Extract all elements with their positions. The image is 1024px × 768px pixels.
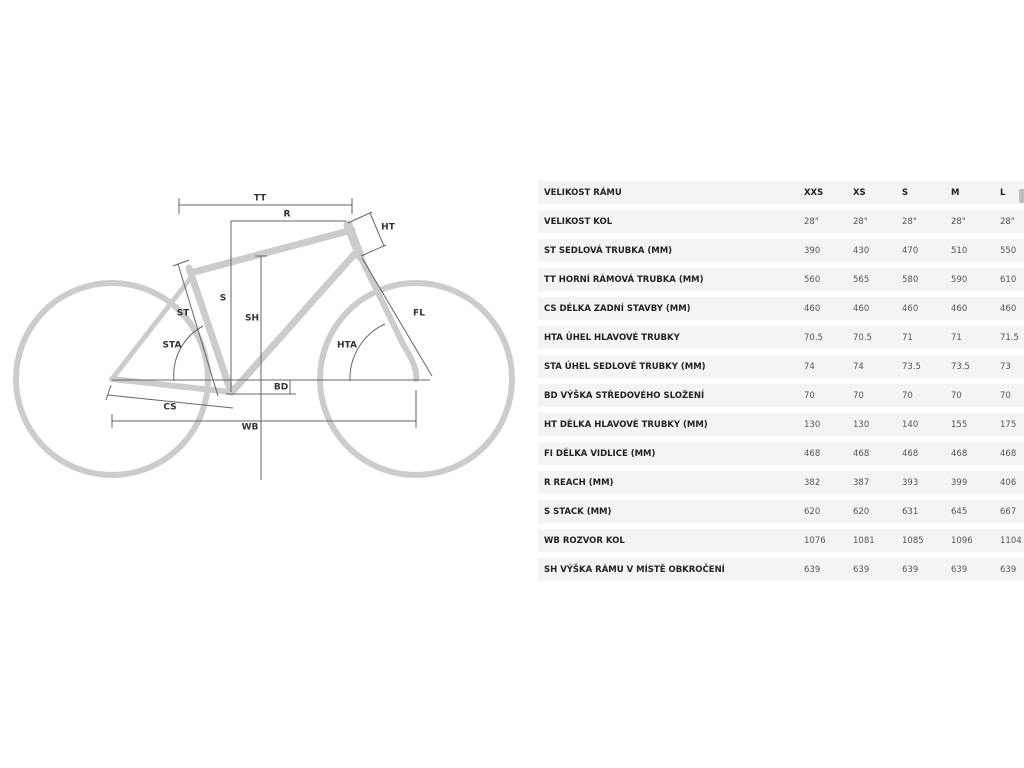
size-header-s: S bbox=[902, 187, 909, 198]
row-value: 71 bbox=[951, 332, 962, 343]
table-row bbox=[538, 384, 1024, 407]
table-row bbox=[538, 268, 1024, 291]
row-value: 130 bbox=[804, 419, 821, 430]
row-value: 639 bbox=[1000, 564, 1017, 575]
table-body bbox=[538, 210, 1024, 581]
table-row bbox=[538, 529, 1024, 552]
cs-extension-left bbox=[106, 385, 111, 400]
row-label: ST SEDLOVÁ TRUBKA (MM) bbox=[544, 245, 673, 256]
row-value: 70.5 bbox=[853, 332, 872, 343]
row-value: 430 bbox=[853, 245, 870, 256]
row-value: 610 bbox=[1000, 274, 1017, 285]
label-wb: WB bbox=[241, 422, 259, 433]
row-label: STA ÚHEL SEDLOVÉ TRUBKY (MM) bbox=[544, 361, 706, 372]
row-label: VELIKOST KOL bbox=[544, 216, 613, 227]
label-r: R bbox=[283, 209, 291, 220]
frame-size-header: VELIKOST RÁMU bbox=[544, 187, 622, 198]
size-header-m: M bbox=[951, 187, 960, 198]
label-tt: TT bbox=[253, 193, 267, 204]
row-label: FI DÉLKA VIDLICE (MM) bbox=[544, 448, 656, 459]
row-value: 560 bbox=[804, 274, 821, 285]
row-value: 28" bbox=[804, 216, 819, 227]
row-value: 130 bbox=[853, 419, 870, 430]
row-value: 468 bbox=[853, 448, 870, 459]
label-bd: BD bbox=[273, 382, 289, 393]
hta-angle-arc bbox=[350, 324, 385, 381]
row-value: 406 bbox=[1000, 477, 1017, 488]
row-value: 580 bbox=[902, 274, 919, 285]
table-row bbox=[538, 355, 1024, 378]
row-value: 70 bbox=[951, 390, 962, 401]
row-value: 510 bbox=[951, 245, 968, 256]
table-row bbox=[538, 558, 1024, 581]
row-value: 140 bbox=[902, 419, 919, 430]
row-value: 28" bbox=[902, 216, 917, 227]
row-value: 460 bbox=[804, 303, 821, 314]
label-s: S bbox=[219, 293, 227, 304]
size-header-xxs: XXS bbox=[804, 187, 824, 198]
row-value: 390 bbox=[804, 245, 821, 256]
table-row bbox=[538, 239, 1024, 262]
row-value: 73 bbox=[1000, 361, 1011, 372]
row-value: 70 bbox=[853, 390, 864, 401]
table-header-row bbox=[538, 181, 1024, 204]
row-value: 28" bbox=[1000, 216, 1015, 227]
row-value: 70 bbox=[804, 390, 815, 401]
table-row bbox=[538, 326, 1024, 349]
table-row bbox=[538, 500, 1024, 523]
row-value: 590 bbox=[951, 274, 968, 285]
row-value: 645 bbox=[951, 506, 968, 517]
row-value: 639 bbox=[804, 564, 821, 575]
label-fl: FL bbox=[413, 308, 425, 319]
row-value: 71 bbox=[902, 332, 913, 343]
row-value: 667 bbox=[1000, 506, 1017, 517]
row-value: 70 bbox=[1000, 390, 1011, 401]
row-value: 28" bbox=[951, 216, 966, 227]
row-label: TT HORNÍ RÁMOVÁ TRUBKA (MM) bbox=[544, 274, 704, 285]
row-value: 387 bbox=[853, 477, 870, 488]
row-value: 1081 bbox=[853, 535, 875, 546]
row-value: 175 bbox=[1000, 419, 1017, 430]
row-value: 70 bbox=[902, 390, 913, 401]
st-extension-top bbox=[173, 260, 189, 266]
row-value: 71.5 bbox=[1000, 332, 1019, 343]
row-value: 1096 bbox=[951, 535, 973, 546]
row-label: WB ROZVOR KOL bbox=[544, 535, 625, 546]
row-value: 620 bbox=[853, 506, 870, 517]
row-value: 460 bbox=[1000, 303, 1017, 314]
row-value: 382 bbox=[804, 477, 821, 488]
row-value: 620 bbox=[804, 506, 821, 517]
row-value: 460 bbox=[853, 303, 870, 314]
label-sta: STA bbox=[162, 340, 182, 351]
row-value: 460 bbox=[902, 303, 919, 314]
row-value: 1104 bbox=[1000, 535, 1022, 546]
row-value: 639 bbox=[853, 564, 870, 575]
table-row bbox=[538, 413, 1024, 436]
row-value: 73.5 bbox=[902, 361, 921, 372]
row-value: 639 bbox=[902, 564, 919, 575]
row-value: 550 bbox=[1000, 245, 1017, 256]
row-value: 70.5 bbox=[804, 332, 823, 343]
label-st: ST bbox=[176, 308, 190, 319]
row-label: BD VÝŠKA STŘEDOVÉHO SLOŽENÍ bbox=[544, 390, 705, 401]
row-value: 399 bbox=[951, 477, 968, 488]
fork bbox=[360, 256, 416, 379]
row-value: 468 bbox=[1000, 448, 1017, 459]
row-value: 468 bbox=[902, 448, 919, 459]
row-value: 1076 bbox=[804, 535, 826, 546]
row-value: 639 bbox=[951, 564, 968, 575]
dimension-lines bbox=[106, 198, 432, 480]
row-value: 28" bbox=[853, 216, 868, 227]
row-value: 460 bbox=[951, 303, 968, 314]
row-label: HT DÉLKA HLAVOVÉ TRUBKY (MM) bbox=[544, 419, 708, 430]
top-tube bbox=[194, 230, 352, 272]
size-header-l: L bbox=[1000, 187, 1006, 198]
row-value: 155 bbox=[951, 419, 968, 430]
table-row bbox=[538, 297, 1024, 320]
row-label: HTA ÚHEL HLAVOVÉ TRUBKY bbox=[544, 332, 680, 343]
row-value: 1085 bbox=[902, 535, 924, 546]
table-scroll-handle[interactable] bbox=[1019, 189, 1024, 203]
bike-frame bbox=[16, 222, 512, 475]
label-cs: CS bbox=[163, 402, 177, 413]
table-row bbox=[538, 442, 1024, 465]
row-label: SH VÝŠKA RÁMU V MÍSTĚ OBKROČENÍ bbox=[544, 564, 725, 575]
ht-extension-bottom bbox=[361, 245, 386, 256]
row-value: 470 bbox=[902, 245, 919, 256]
label-ht: HT bbox=[381, 222, 395, 233]
row-value: 73.5 bbox=[951, 361, 970, 372]
row-label: R REACH (MM) bbox=[544, 477, 614, 488]
size-header-xs: XS bbox=[853, 187, 866, 198]
row-value: 468 bbox=[804, 448, 821, 459]
row-value: 74 bbox=[804, 361, 815, 372]
row-value: 468 bbox=[951, 448, 968, 459]
row-label: S STACK (MM) bbox=[544, 506, 612, 517]
row-value: 393 bbox=[902, 477, 919, 488]
label-hta: HTA bbox=[337, 340, 357, 351]
row-value: 631 bbox=[902, 506, 919, 517]
label-sh: SH bbox=[244, 313, 260, 324]
geometry-table bbox=[538, 175, 1024, 587]
table-row bbox=[538, 471, 1024, 494]
row-label: CS DÉLKA ZADNÍ STAVBY (MM) bbox=[544, 303, 691, 314]
row-value: 565 bbox=[853, 274, 870, 285]
row-value: 74 bbox=[853, 361, 864, 372]
table-row bbox=[538, 210, 1024, 233]
